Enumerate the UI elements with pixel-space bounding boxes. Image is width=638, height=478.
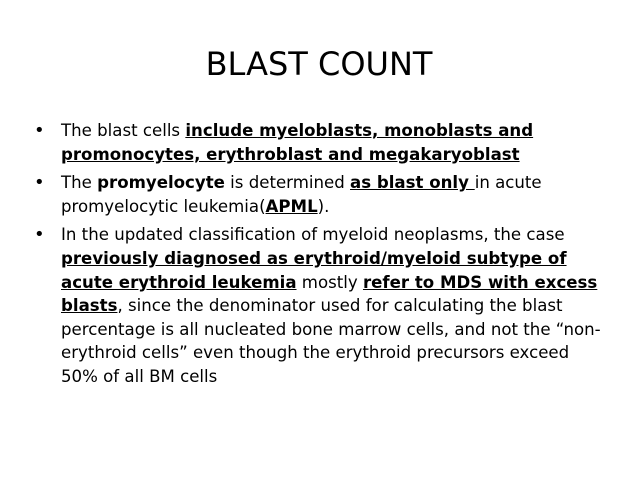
text-run: The — [61, 173, 98, 193]
text-run: ). — [317, 196, 330, 216]
emphasis-underlined: refer to MDS with excess blasts — [61, 272, 598, 316]
bullet-icon: • — [34, 172, 45, 194]
bullet-text — [61, 121, 533, 164]
emphasis-underlined: as blast only — [350, 173, 475, 193]
bullet-text — [61, 225, 601, 386]
emphasis-bold: promyelocyte — [97, 173, 225, 193]
bullet-item-blast-cells — [34, 119, 604, 166]
bullet-item-classification — [34, 223, 604, 388]
slide-title: BLAST COUNT — [205, 45, 433, 83]
text-run: mostly — [296, 272, 363, 292]
text-run: is determined — [224, 173, 351, 193]
text-run: , since the denominator used for calculating the blast percentage is all nucleated bone marrow cells, and not the “non-erythroid cells” even though the erythroid precursors exceed 50% of all BM cells — [61, 296, 601, 386]
emphasis-underlined: include myeloblasts, monoblasts and promonocytes, erythroblast and megakaryoblast — [61, 121, 534, 164]
bullet-icon: • — [34, 120, 45, 141]
bullet-icon: • — [34, 224, 45, 246]
bullet-item-promyelocyte — [34, 171, 604, 218]
bullet-list — [34, 119, 604, 394]
emphasis-underlined: previously diagnosed as erythroid/myeloid subtype of acute erythroid leukemia — [61, 248, 567, 292]
text-run: in acute promyelocytic leukemia( — [61, 173, 542, 216]
emphasis-underlined: APML — [265, 196, 318, 216]
bullet-text — [61, 173, 542, 216]
text-run: In the updated classification of myeloid neoplasms, the case — [61, 225, 565, 245]
text-run: The blast cells — [61, 121, 186, 140]
